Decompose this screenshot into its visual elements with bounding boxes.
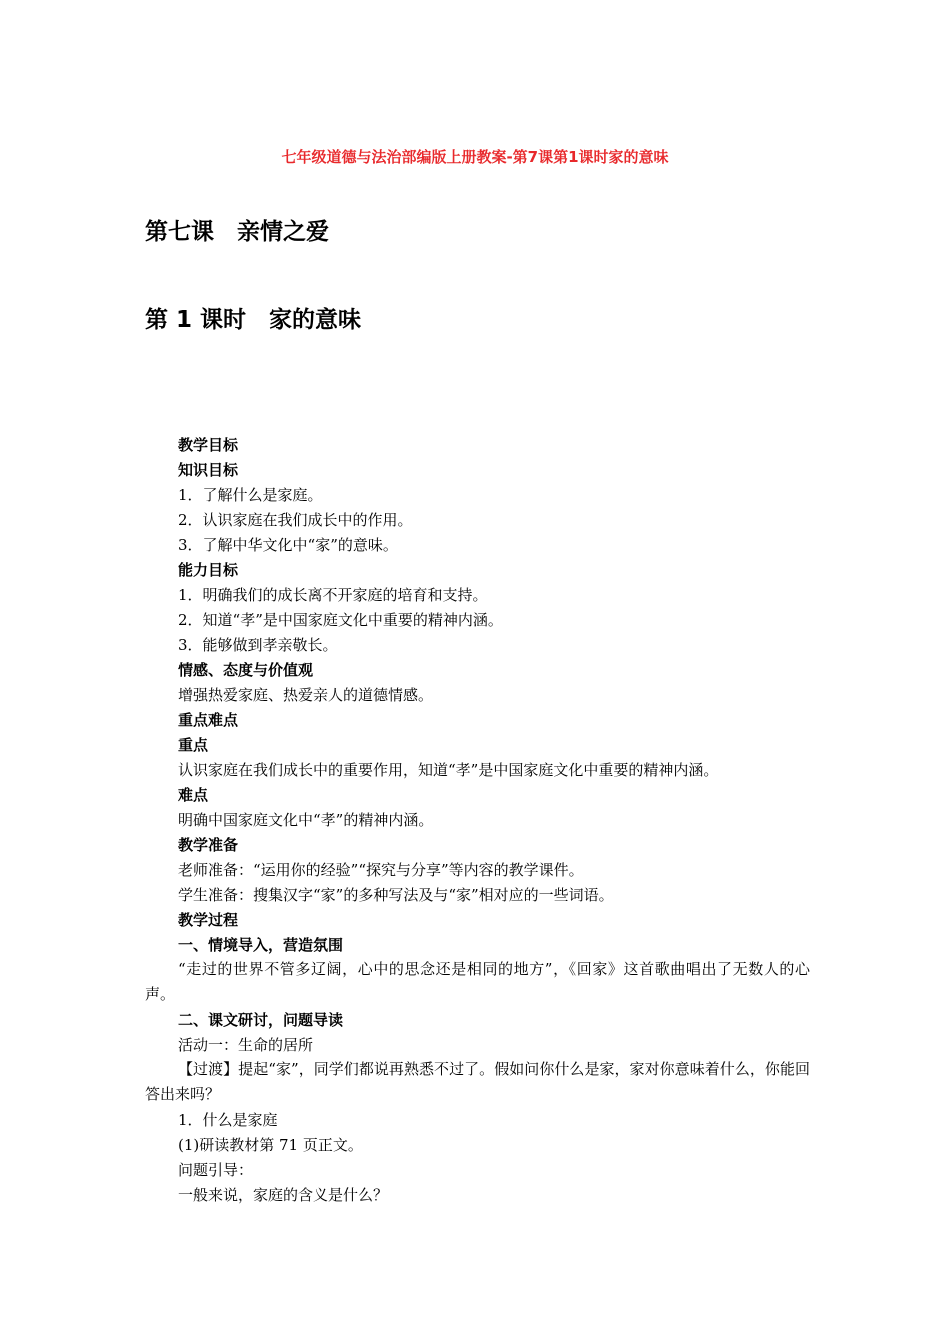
difficulty-text: 明确中国家庭文化中“孝”的精神内涵。 — [178, 811, 434, 829]
knowledge-goal-item: 1．了解什么是家庭。 — [178, 486, 323, 504]
subheading-key-point: 重点 — [178, 736, 209, 754]
lesson-heading: 第七课 亲情之爱 — [145, 219, 329, 245]
subheading-knowledge-goals: 知识目标 — [178, 461, 239, 479]
subheading-emotion-values: 情感、态度与价值观 — [178, 661, 314, 679]
reading-instruction: (1)研读教材第 71 页正文。 — [178, 1136, 363, 1154]
key-point-text: 认识家庭在我们成长中的重要作用，知道“孝”是中国家庭文化中重要的精神内涵。 — [178, 761, 719, 779]
subsection-title: 1．什么是家庭 — [178, 1111, 278, 1129]
ability-goal-item: 2．知道“孝”是中国家庭文化中重要的精神内涵。 — [178, 611, 503, 629]
knowledge-goal-item: 2．认识家庭在我们成长中的作用。 — [178, 511, 413, 529]
section-heading-teaching-goals: 教学目标 — [178, 436, 239, 454]
ability-goal-item: 1．明确我们的成长离不开家庭的培育和支持。 — [178, 586, 488, 604]
student-preparation-text: 学生准备：搜集汉字“家”的多种写法及与“家”相对应的一些词语。 — [178, 886, 614, 904]
section-heading-preparation: 教学准备 — [178, 836, 239, 854]
emotion-values-text: 增强热爱家庭、热爱亲人的道德情感。 — [178, 686, 434, 704]
teacher-preparation-text: 老师准备：“运用你的经验”“探究与分享”等内容的教学课件。 — [178, 861, 584, 879]
section-heading-key-points: 重点难点 — [178, 711, 239, 729]
process-step-heading: 二、课文研讨，问题导读 — [178, 1011, 344, 1029]
process-step-heading: 一、情境导入，营造氛围 — [178, 936, 344, 954]
document-title: 七年级道德与法治部编版上册教案-第7课第1课时家的意味 — [281, 148, 669, 166]
ability-goal-item: 3．能够做到孝亲敬长。 — [178, 636, 338, 654]
period-heading: 第 1 课时 家的意味 — [145, 307, 362, 333]
intro-paragraph: “走过的世界不管多辽阔，心中的思念还是相同的地方”，《回家》这首歌曲唱出了无数人的心声。 — [145, 960, 810, 1003]
subheading-difficulty: 难点 — [178, 786, 209, 804]
subheading-ability-goals: 能力目标 — [178, 561, 239, 579]
section-heading-process: 教学过程 — [178, 911, 239, 929]
activity-title: 活动一：生命的居所 — [178, 1036, 314, 1054]
transition-paragraph: 【过渡】提起“家”，同学们都说再熟悉不过了。假如问你什么是家，家对你意味着什么，你能回答出来吗？ — [145, 1060, 810, 1103]
question-guide-label: 问题引导： — [178, 1161, 254, 1179]
knowledge-goal-item: 3．了解中华文化中“家”的意味。 — [178, 536, 398, 554]
question-text: 一般来说，家庭的含义是什么？ — [178, 1186, 389, 1204]
